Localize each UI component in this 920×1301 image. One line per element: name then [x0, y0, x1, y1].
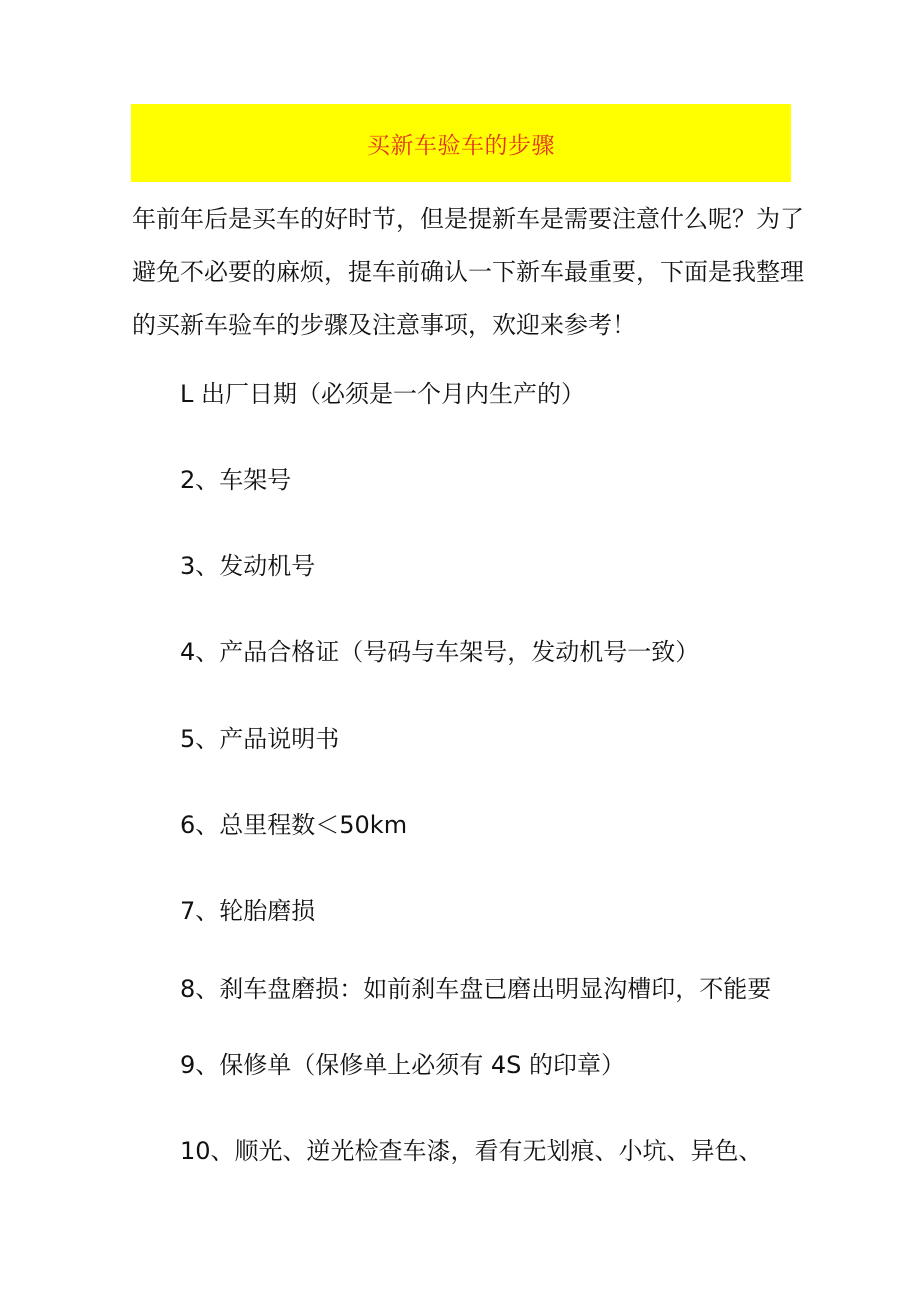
- step-item-6: 6、总里程数＜50km: [180, 811, 408, 839]
- step-item-1: L 出厂日期（必须是一个月内生产的）: [180, 380, 585, 408]
- step-item-2: 2、车架号: [180, 466, 292, 494]
- step-item-3: 3、发动机号: [180, 552, 316, 580]
- intro-paragraph: [132, 193, 804, 352]
- step-item-10: 10、顺光、逆光检查车漆，看有无划痕、小坑、异色、: [180, 1137, 763, 1165]
- intro-line: 避免不必要的麻烦，提车前确认一下新车最重要，下面是我整理: [132, 258, 804, 286]
- title-banner: [131, 104, 791, 182]
- step-item-5: 5、产品说明书: [180, 725, 340, 753]
- step-item-9: 9、保修单（保修单上必须有 4S 的印章）: [180, 1051, 626, 1079]
- intro-line: 的买新车验车的步骤及注意事项，欢迎来参考！: [132, 311, 636, 339]
- step-item-4: 4、产品合格证（号码与车架号，发动机号一致）: [180, 638, 700, 666]
- step-item-7: 7、轮胎磨损: [180, 897, 316, 925]
- document-title: 买新车验车的步骤: [367, 132, 555, 159]
- intro-line: 年前年后是买车的好时节，但是提新车是需要注意什么呢？为了: [132, 205, 804, 233]
- step-item-8: 8、刹车盘磨损：如前刹车盘已磨出明显沟槽印，不能要: [180, 975, 772, 1003]
